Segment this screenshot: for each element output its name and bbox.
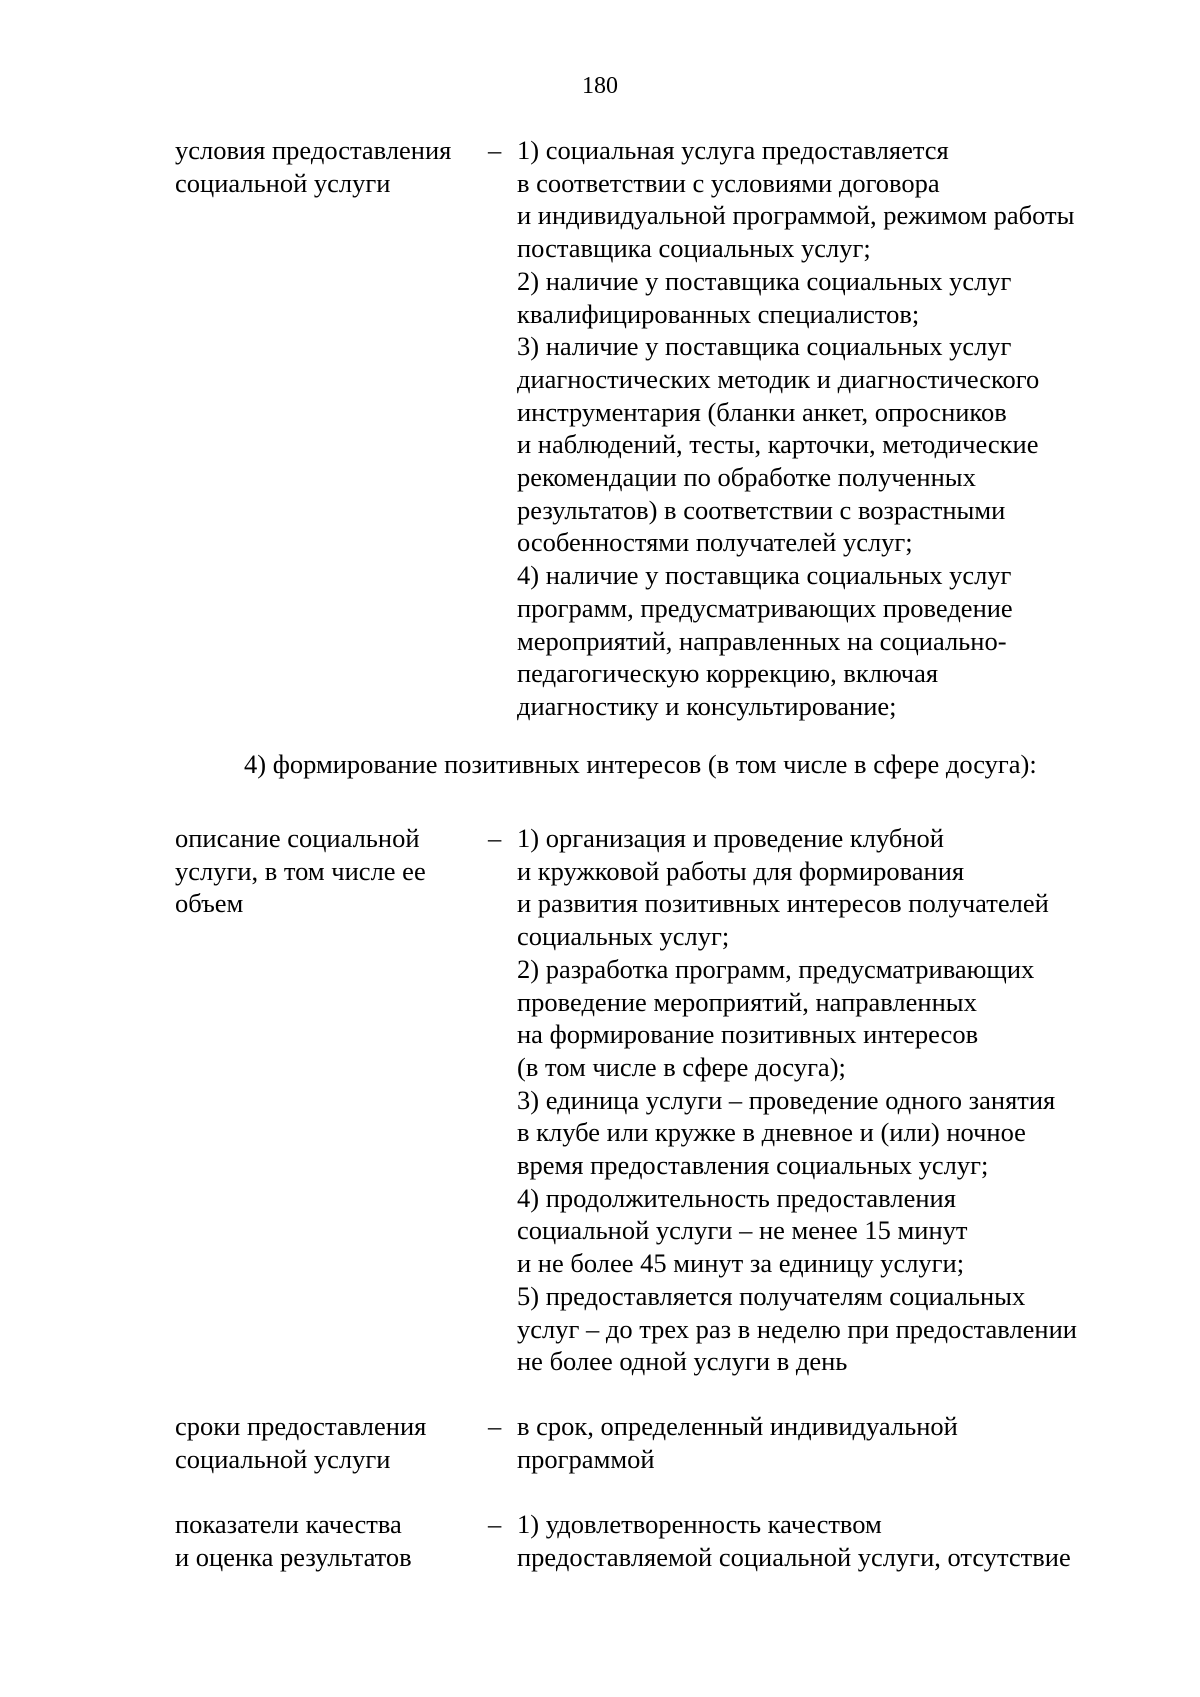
content-line: не более одной услуги в день [517,1346,848,1377]
content-line: поставщика социальных услуг; [517,233,871,264]
label-line: показатели качества [175,1509,402,1539]
content-line: и кружковой работы для формирования [517,855,965,886]
row-label [175,1508,485,1573]
content-line: 2) наличие у поставщика социальных услуг [517,265,1012,296]
page-number: 180 [582,73,618,99]
content-line: 2) разработка программ, предусматривающих [517,953,1035,984]
content-line: диагностику и консультирование; [517,690,897,721]
section-heading: 4) формирование позитивных интересов (в том числе в сфере досуга): [244,749,1037,779]
label-line: описание социальной [175,823,420,853]
content-line: 5) предоставляется получателям социальных [517,1280,1026,1311]
content-line: 3) наличие у поставщика социальных услуг [517,331,1012,362]
content-line: 1) социальная услуга предоставляется [517,135,949,165]
content-line: социальных услуг; [517,921,730,952]
content-line: время предоставления социальных услуг; [517,1150,989,1181]
content-line: услуг – до трех раз в неделю при предоставлении [517,1313,1077,1344]
content-line: и индивидуальной программой, режимом работы [517,200,1075,231]
content-line: программой [517,1443,655,1474]
content-line: в соответствии с условиями договора [517,167,940,198]
content-line: 4) наличие у поставщика социальных услуг [517,560,1012,591]
row-label [175,134,485,199]
content-line: (в том числе в сфере досуга); [517,1051,846,1082]
label-line: услуги, в том числе ее [175,855,426,886]
content-line: на формирование позитивных интересов [517,1019,979,1050]
content-line: квалифицированных специалистов; [517,298,920,329]
content-line: диагностических методик и диагностического [517,363,1040,394]
content-line: 1) организация и проведение клубной [517,823,944,853]
content-line: в клубе или кружке в дневное и (или) ночное [517,1117,1026,1148]
label-line: условия предоставления [175,135,452,165]
content-line: социальной услуги – не менее 15 минут [517,1215,968,1246]
content-line: рекомендации по обработке полученных [517,462,976,493]
label-line: и оценка результатов [175,1541,412,1572]
content-line: предоставляемой социальной услуги, отсутствие [517,1541,1071,1572]
content-line: в срок, определенный индивидуальной [517,1411,958,1441]
row-content [517,822,1157,1378]
content-line: педагогическую коррекцию, включая [517,658,939,689]
content-line: особенностями получателей услуг; [517,527,913,558]
content-line: инструментария (бланки анкет, опросников [517,396,1007,427]
content-line: 4) продолжительность предоставления [517,1182,956,1213]
content-line: и наблюдений, тесты, карточки, методические [517,429,1039,460]
content-line: проведение мероприятий, направленных [517,986,977,1017]
row-content [517,1410,1157,1475]
content-line: и не более 45 минут за единицу услуги; [517,1248,965,1279]
row-label [175,822,485,920]
content-line: программ, предусматривающих проведение [517,592,1013,623]
row-label [175,1410,485,1475]
label-line: сроки предоставления [175,1411,427,1441]
content-line: и развития позитивных интересов получателей [517,888,1049,919]
dash: – [488,1411,502,1441]
content-line: 3) единица услуги – проведение одного занятия [517,1084,1056,1115]
label-line: социальной услуги [175,167,391,198]
content-line: 1) удовлетворенность качеством [517,1509,882,1539]
dash: – [488,1509,502,1539]
label-line: социальной услуги [175,1443,391,1474]
content-line: мероприятий, направленных на социально- [517,625,1007,656]
content-line: результатов) в соответствии с возрастными [517,494,1006,525]
row-content [517,1508,1157,1573]
dash: – [488,135,502,165]
row-content [517,134,1157,723]
dash: – [488,823,502,853]
label-line: объем [175,888,244,919]
